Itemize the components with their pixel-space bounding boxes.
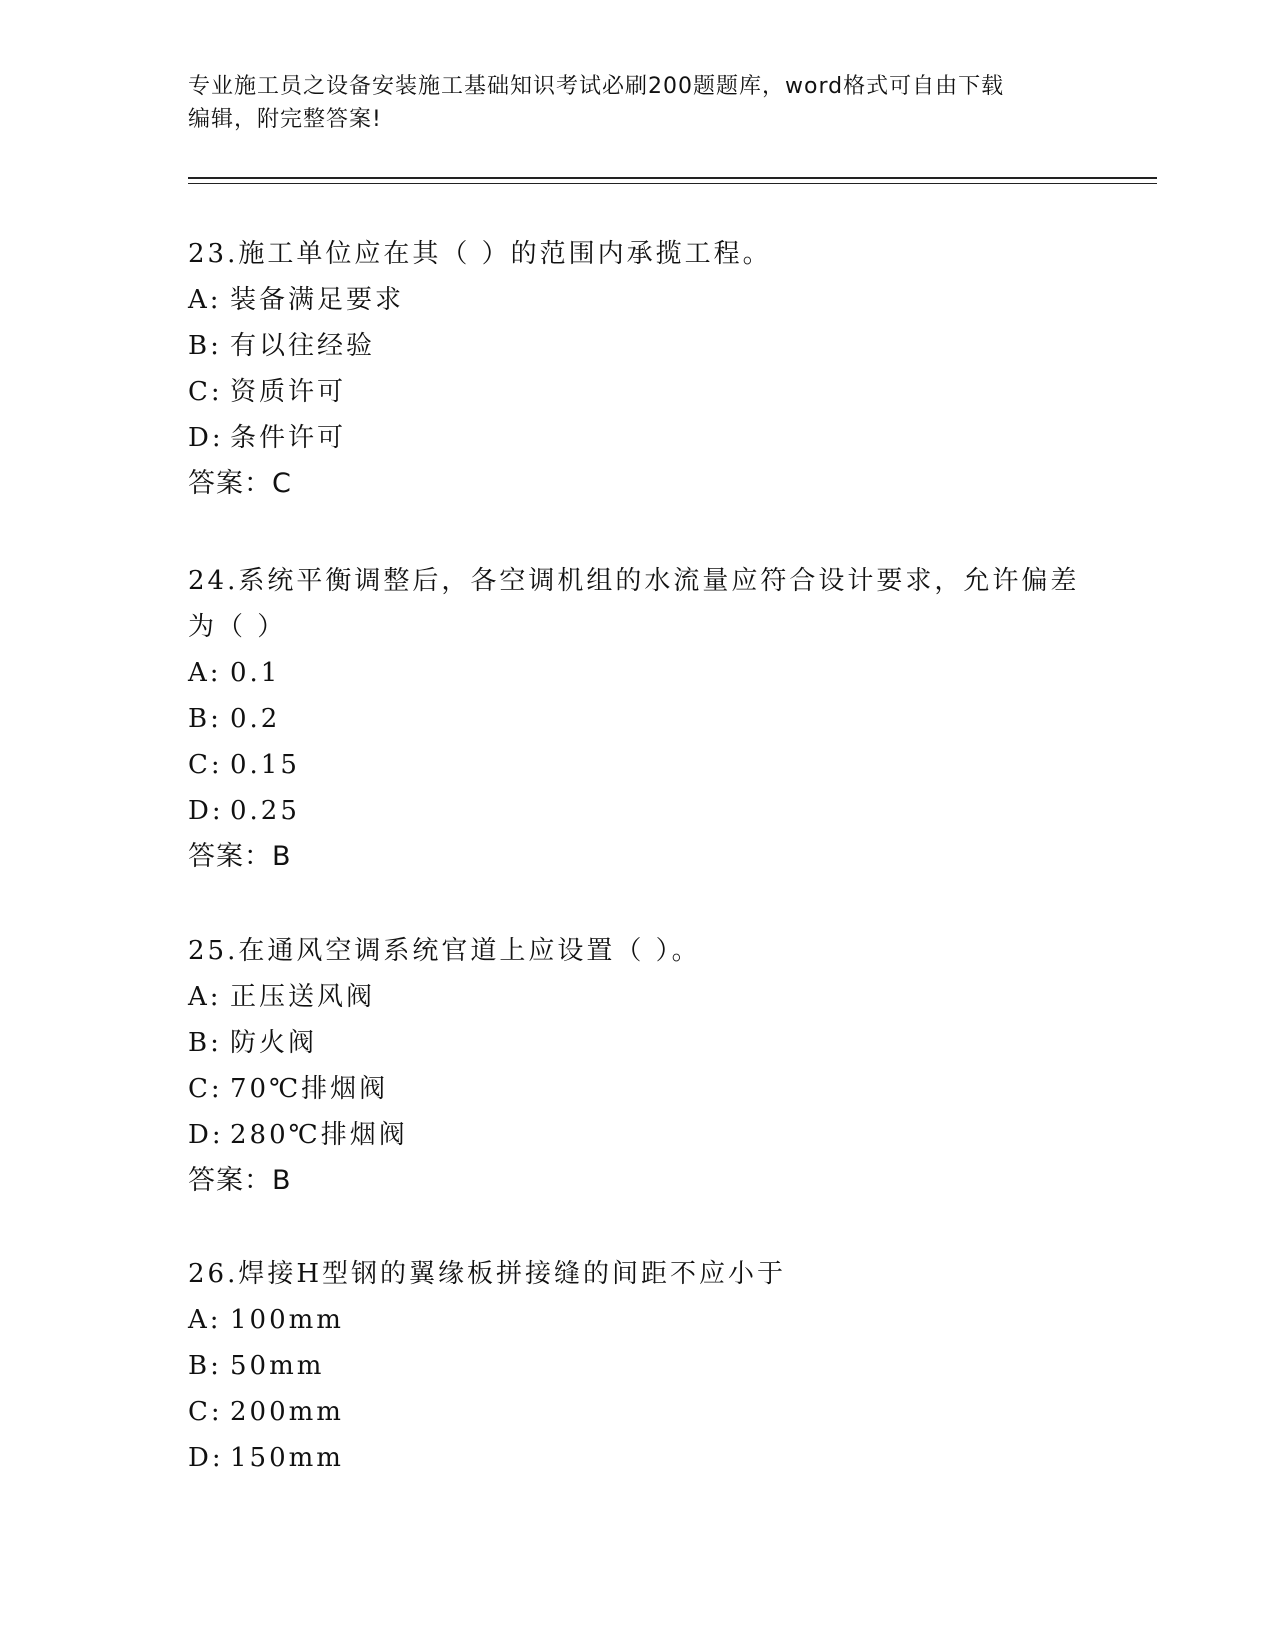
option-a <box>188 974 1088 1020</box>
option-text: 资质许可 <box>230 377 347 407</box>
option-label: D: <box>188 423 224 453</box>
question-stem: 25.在通风空调系统官道上应设置（ ）。 <box>188 936 701 966</box>
option-label: A: <box>188 658 222 688</box>
option-text: 有以往经验 <box>230 331 376 361</box>
option-text: 0.15 <box>230 750 300 780</box>
option-label: B: <box>188 1351 222 1381</box>
option-label: C: <box>188 377 223 407</box>
option-a <box>188 277 1088 323</box>
option-label: D: <box>188 1120 224 1150</box>
option-text: 正压送风阀 <box>230 982 376 1012</box>
option-label: D: <box>188 796 224 826</box>
option-a <box>188 650 1088 696</box>
option-text: 50mm <box>230 1351 325 1381</box>
option-label: C: <box>188 1074 223 1104</box>
option-c <box>188 1389 1088 1435</box>
option-b <box>188 1343 1088 1389</box>
option-text: 条件许可 <box>230 423 347 453</box>
option-text: 装备满足要求 <box>230 285 405 315</box>
option-d <box>188 1112 1088 1158</box>
answer-line: 答案：B <box>188 841 292 872</box>
option-b <box>188 1020 1088 1066</box>
question-stem: 23.施工单位应在其（ ）的范围内承揽工程。 <box>188 239 772 269</box>
option-label: C: <box>188 750 223 780</box>
option-label: A: <box>188 1305 222 1335</box>
option-label: C: <box>188 1397 223 1427</box>
document-header <box>188 70 1088 136</box>
option-label: A: <box>188 285 222 315</box>
option-text: 70℃排烟阀 <box>230 1074 389 1104</box>
option-text: 280℃排烟阀 <box>230 1120 408 1150</box>
option-label: A: <box>188 982 222 1012</box>
option-b <box>188 323 1088 369</box>
option-text: 0.2 <box>230 704 281 734</box>
option-text: 防火阀 <box>230 1028 318 1058</box>
question-25 <box>188 928 1088 1204</box>
header-divider-thin <box>188 183 1157 184</box>
option-d <box>188 415 1088 461</box>
question-26 <box>188 1251 1088 1481</box>
question-23 <box>188 231 1088 507</box>
option-b <box>188 696 1088 742</box>
option-text: 0.1 <box>230 658 281 688</box>
option-label: B: <box>188 704 222 734</box>
option-c <box>188 369 1088 415</box>
option-label: D: <box>188 1443 224 1473</box>
header-line-2: 编辑，附完整答案! <box>188 107 382 132</box>
option-label: B: <box>188 1028 222 1058</box>
option-c <box>188 742 1088 788</box>
option-text: 0.25 <box>230 796 300 826</box>
option-d <box>188 1435 1088 1481</box>
header-line-1: 专业施工员之设备安装施工基础知识考试必刷200题题库，word格式可自由下载 <box>188 74 1005 99</box>
header-divider-thick <box>188 177 1157 179</box>
question-stem: 26.焊接H型钢的翼缘板拼接缝的间距不应小于 <box>188 1259 787 1289</box>
option-text: 150mm <box>230 1443 344 1473</box>
option-c <box>188 1066 1088 1112</box>
question-stem-line-2: 为（ ） <box>188 612 287 642</box>
option-text: 100mm <box>230 1305 344 1335</box>
option-label: B: <box>188 331 222 361</box>
answer-line: 答案：B <box>188 1165 292 1196</box>
question-stem-line-1: 24.系统平衡调整后，各空调机组的水流量应符合设计要求，允许偏差 <box>188 566 1080 596</box>
option-d <box>188 788 1088 834</box>
option-text: 200mm <box>230 1397 344 1427</box>
question-24 <box>188 558 1088 880</box>
answer-line: 答案：C <box>188 468 292 499</box>
option-a <box>188 1297 1088 1343</box>
